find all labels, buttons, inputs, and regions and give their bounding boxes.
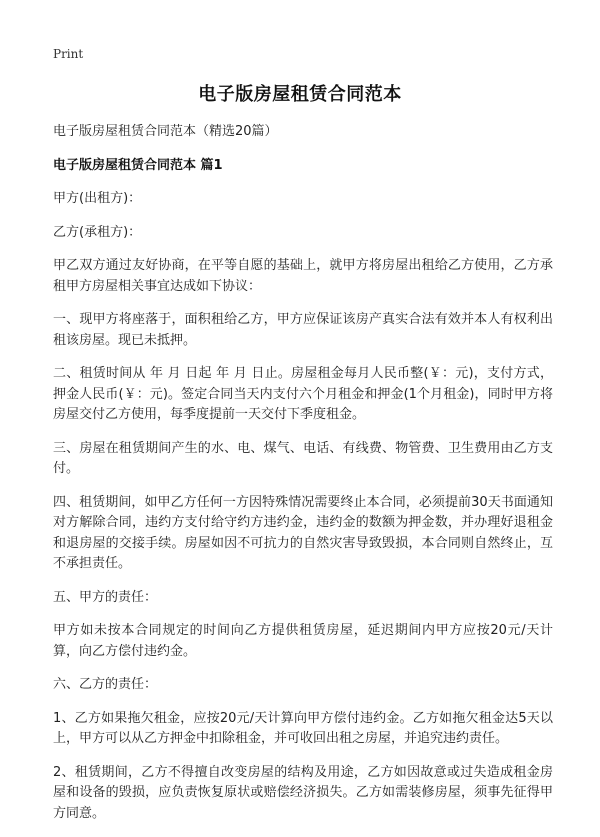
clause-6-heading: 六、乙方的责任：: [53, 677, 158, 692]
clause-5-body: 甲方如未按本合同规定的时间向乙方提供租赁房屋，延迟期间内甲方应按20元/天计算，向乙方偿付违约金。: [53, 623, 553, 659]
print-link[interactable]: Print: [53, 47, 84, 61]
clause-2: 二、租赁时间从 年 月 日起 年 月 日止。房屋租金每月人民币整(￥：元)，支付方式，押金人民币(￥：元)。签定合同当天内支付六个月租金和押金(1个月租金)，同时甲方将房屋交付乙方使用，每季度提前一天交付下季度租金。: [53, 366, 553, 422]
document-subtitle: 电子版房屋租赁合同范本（精选20篇）: [53, 124, 278, 139]
clause-5-heading: 五、甲方的责任：: [53, 589, 158, 605]
clause-3: 三、房屋在租赁期间产生的水、电、煤气、电话、有线费、物管费、卫生费用由乙方支付。: [53, 440, 553, 476]
clause-6-item-2: 2、租赁期间，乙方不得擅自改变房屋的结构及用途，乙方如因故意或过失造成租金房屋和设备的毁损，应负责恢复原状或赔偿经济损失。乙方如需装修房屋，须事先征得甲方同意。: [53, 764, 553, 821]
intro-paragraph: 甲乙双方通过友好协商，在平等自愿的基础上，就甲方将房屋出租给乙方使用，乙方承租甲方房屋相关事宜达成如下协议：: [53, 258, 553, 294]
document-body: [53, 122, 553, 837]
clause-1: 一、现甲方将座落于，面积租给乙方，甲方应保证该房产真实合法有效并本人有权利出租该房屋。现已未抵押。: [53, 312, 553, 348]
section-heading: 电子版房屋租赁合同范本 篇1: [53, 157, 223, 173]
clause-4: 四、租赁期间，如甲乙方任何一方因特殊情况需要终止本合同，必须提前30天书面通知对方解除合同，违约方支付给守约方违约金，违约金的数额为押金数，并办理好退租金和退房屋的交接手续。房屋如因不可抗力的自然灾害导致毁损，本合同则自然终止，互不承担责任。: [53, 494, 553, 571]
clause-6-item-1: 1、乙方如果拖欠租金，应按20元/天计算向甲方偿付违约金。乙方如拖欠租金达5天以上，甲方可以从乙方押金中扣除租金，并可收回出租之房屋，并追究违约责任。: [53, 710, 553, 746]
party-a-line: 甲方(出租方)：: [53, 191, 142, 206]
party-b-line: 乙方(承租方)：: [53, 224, 142, 240]
document-title: 电子版房屋租赁合同范本: [198, 84, 402, 105]
